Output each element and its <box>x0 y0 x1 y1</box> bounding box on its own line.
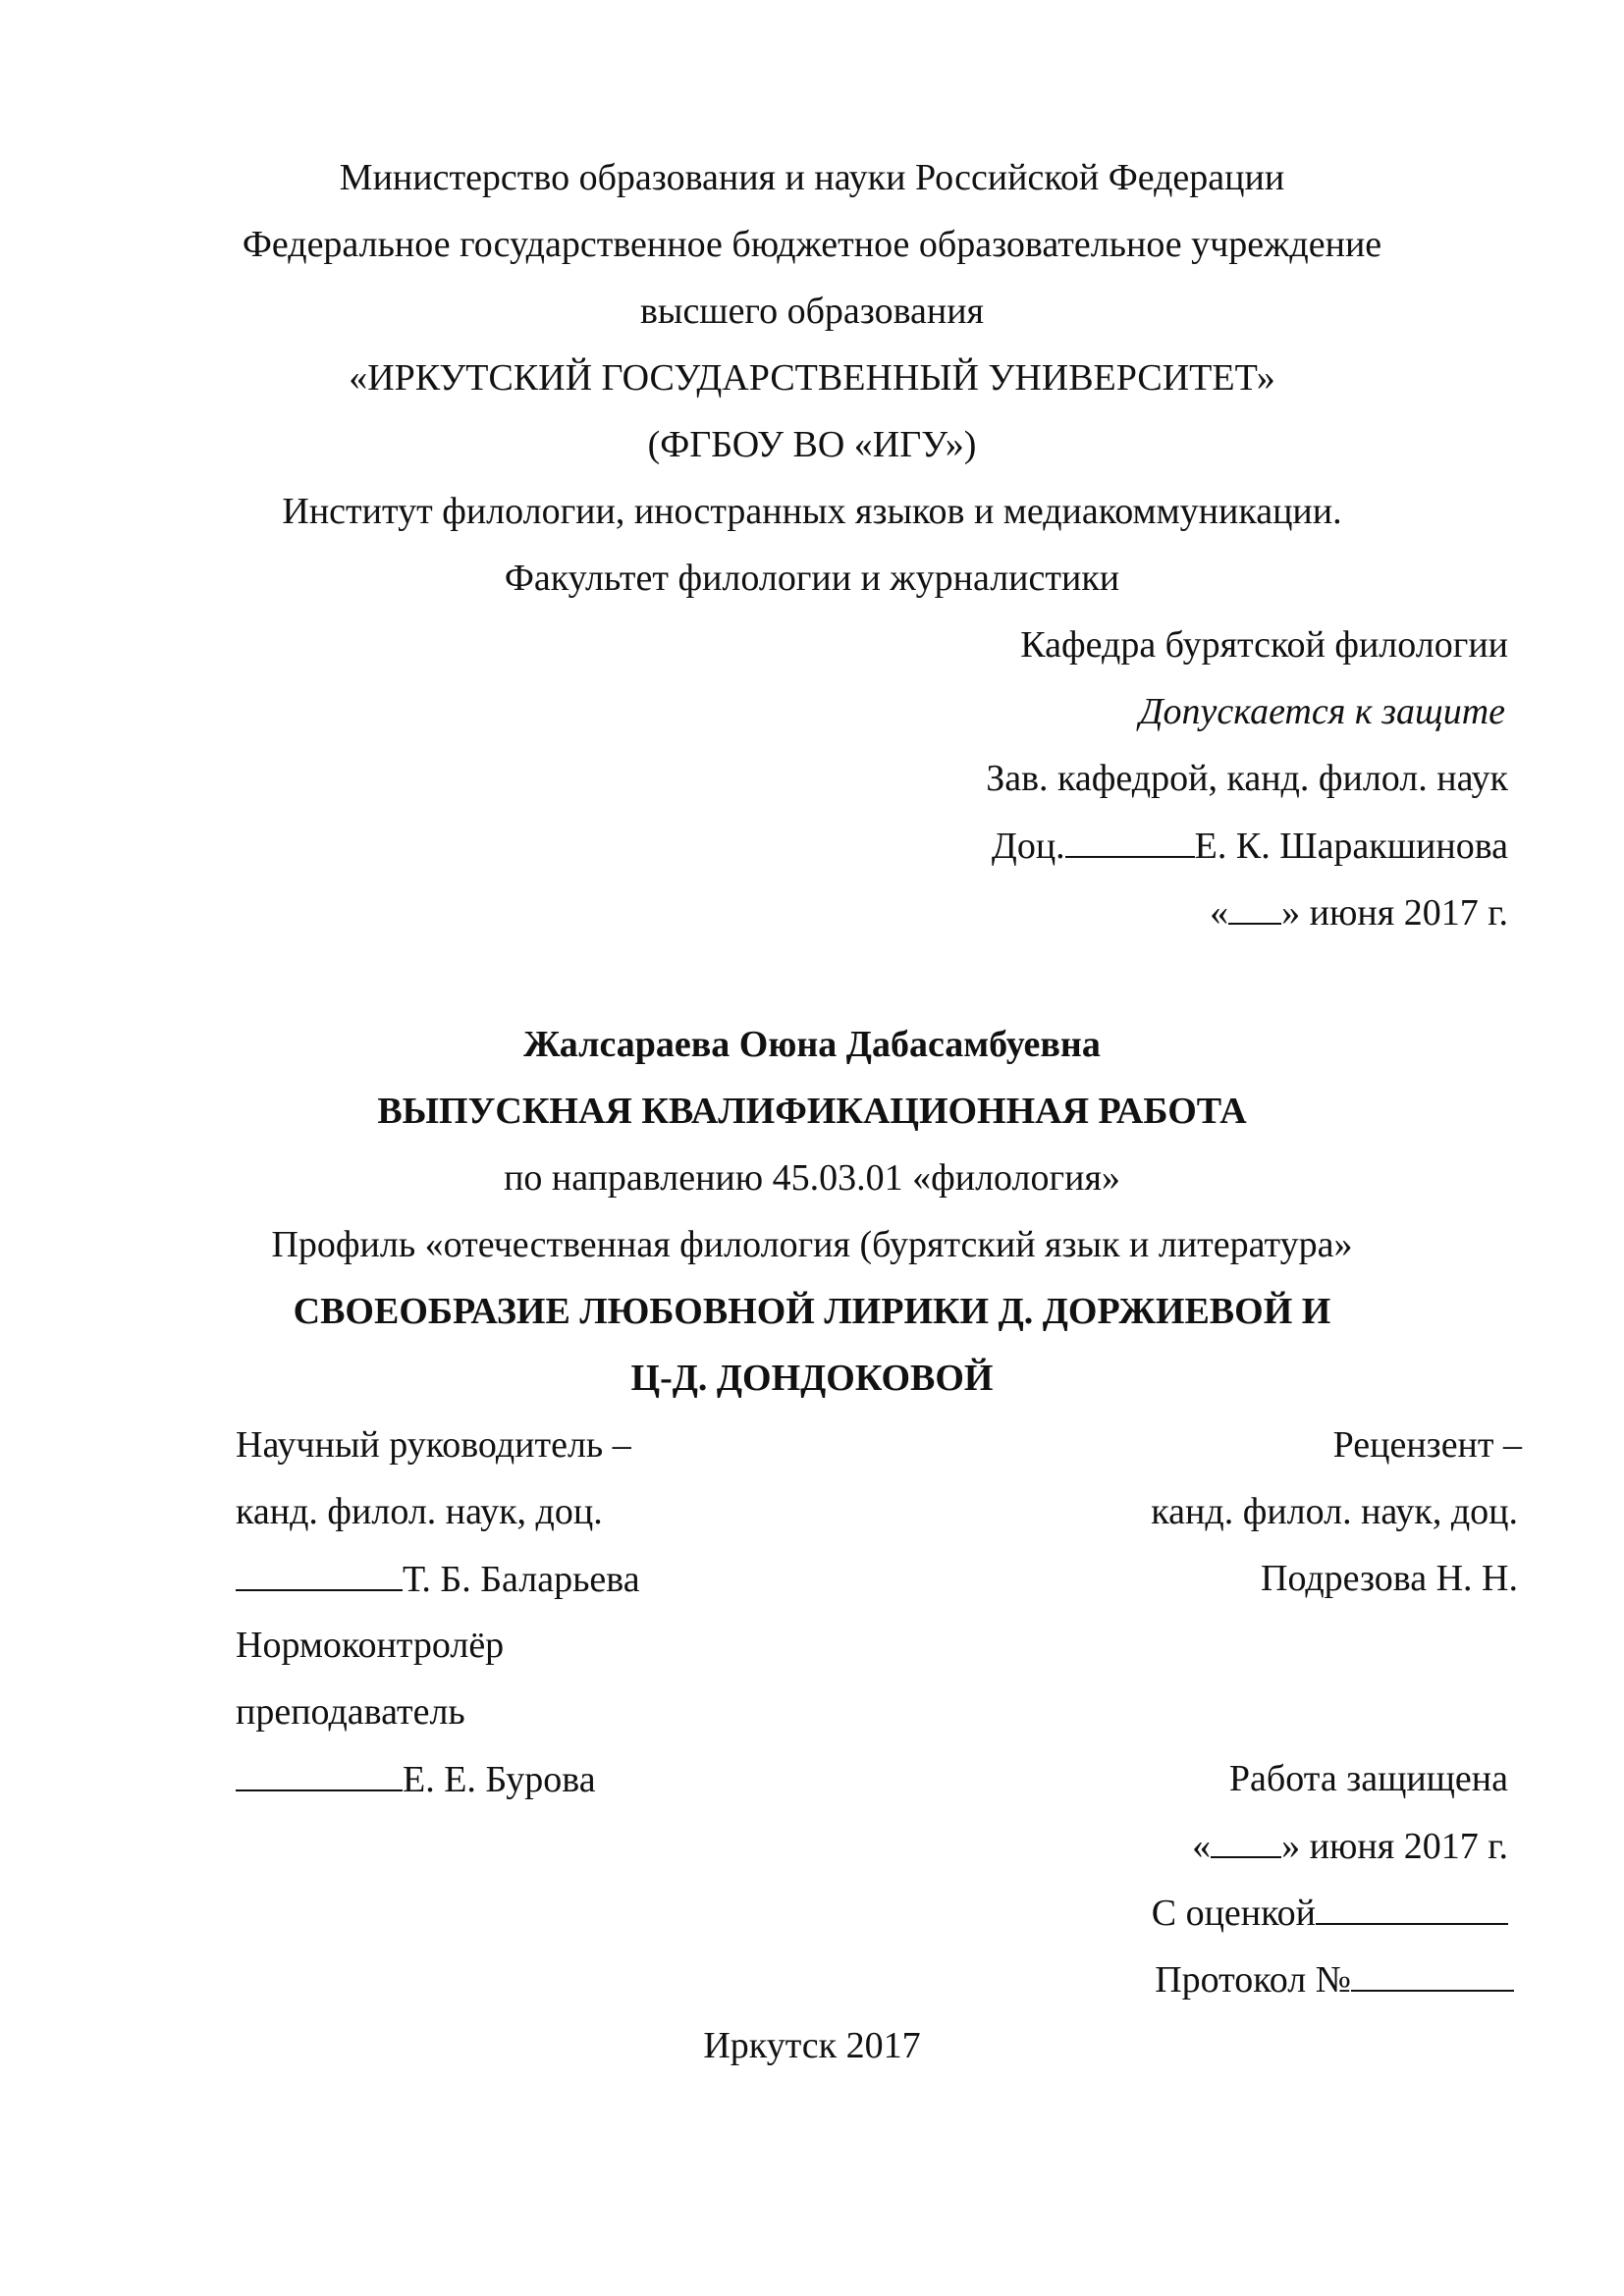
protocol-label: Протокол № <box>1155 1959 1351 2001</box>
supervisor-name: Т. Б. Баларьева <box>403 1559 640 1600</box>
university-abbreviation: (ФГБОУ ВО «ИГУ») <box>647 424 977 465</box>
department-line: Кафедра бурятской филологии <box>1020 624 1508 666</box>
department-head-title: Зав. кафедрой, канд. филол. наук <box>986 758 1508 799</box>
profile-line: Профиль «отечественная филология (бурятский язык и литература» <box>271 1224 1353 1265</box>
date-quote-open: « <box>1210 892 1229 934</box>
supervisor-degree: канд. филол. наук, доц. <box>236 1491 603 1532</box>
work-type: ВЫПУСКНАЯ КВАЛИФИКАЦИОННАЯ РАБОТА <box>377 1091 1247 1132</box>
direction-line: по направлению 45.03.01 «филология» <box>504 1157 1120 1199</box>
ministry-line: Министерство образования и науки Российской Федерации <box>339 157 1285 198</box>
date-rest: » июня 2017 г. <box>1281 1826 1508 1867</box>
signature-blank <box>236 1760 403 1791</box>
date-quote-open: « <box>1192 1826 1212 1867</box>
grade-blank <box>1316 1894 1508 1925</box>
day-blank <box>1228 893 1281 925</box>
reviewer-name: Подрезова Н. Н. <box>1261 1558 1518 1599</box>
defense-date <box>1192 1827 1508 1865</box>
reviewer-role: Рецензент – <box>1332 1424 1522 1466</box>
city-year: Иркутск 2017 <box>703 2025 921 2066</box>
work-title-line-2: Ц-Д. ДОНДОКОВОЙ <box>630 1358 994 1399</box>
head-name: Е. К. Шаракшинова <box>1194 826 1508 867</box>
author-name: Жалсараева Оюна Дабасамбуевна <box>523 1024 1101 1065</box>
admitted-to-defense: Допускается к защите <box>1139 691 1505 732</box>
supervisor-signature <box>236 1560 640 1598</box>
signature-blank <box>1065 827 1195 858</box>
work-title-line-1: СВОЕОБРАЗИЕ ЛЮБОВНОЙ ЛИРИКИ Д. ДОРЖИЕВОЙ И <box>293 1291 1331 1332</box>
normcontrol-role: Нормоконтролёр <box>236 1625 505 1666</box>
date-rest: » июня 2017 г. <box>1281 892 1508 934</box>
department-head-signature <box>992 827 1508 865</box>
normcontrol-signature <box>236 1760 596 1798</box>
day-blank <box>1211 1827 1281 1858</box>
defense-grade <box>1152 1894 1508 1932</box>
reviewer-degree: канд. филол. наук, доц. <box>1151 1491 1518 1532</box>
normcontrol-name: Е. Е. Бурова <box>403 1759 596 1800</box>
university-name: «ИРКУТСКИЙ ГОСУДАРСТВЕННЫЙ УНИВЕРСИТЕТ» <box>349 357 1275 399</box>
defense-status: Работа защищена <box>1228 1758 1508 1799</box>
faculty-line: Факультет филологии и журналистики <box>504 558 1120 599</box>
institution-type-line: Федеральное государственное бюджетное образовательное учреждение <box>242 224 1382 265</box>
normcontrol-position: преподаватель <box>236 1691 465 1733</box>
approval-date <box>1210 893 1508 932</box>
defense-protocol <box>1155 1960 1514 1999</box>
supervisor-role: Научный руководитель – <box>236 1424 631 1466</box>
grade-label: С оценкой <box>1151 1893 1316 1934</box>
head-prefix: Доц. <box>991 826 1065 867</box>
institute-line: Институт филологии, иностранных языков и медиакоммуникации. <box>282 491 1342 532</box>
signature-blank <box>236 1560 403 1591</box>
protocol-blank <box>1351 1960 1514 1992</box>
education-level-line: высшего образования <box>639 291 985 332</box>
